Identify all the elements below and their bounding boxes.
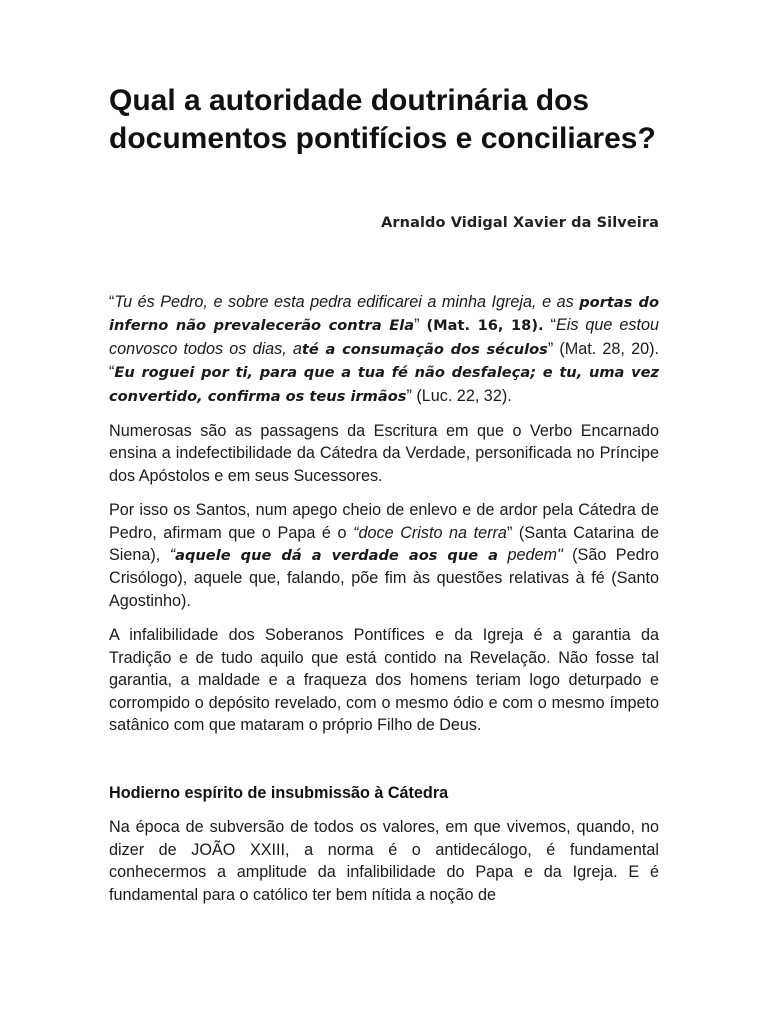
paragraph-passages: Numerosas são as passagens da Escritura em que o Verbo Encarnado ensina a indefectibilidade da Cátedra da Verdade, personificada no Príncipe dos Apóstolos e em seus Sucessores. [109,422,659,485]
quote-mark: “ [109,293,115,311]
citation: ” (Luc. 22, 32). [406,386,512,405]
quote-mark: ” [414,316,427,335]
paragraph-text: (São Pedro Crisólogo), aquele que, falando, põe fim às questões relativas à fé (Santo Agostinho). [109,546,659,610]
citation: ” (Mat. 28, 20). “ [109,339,659,382]
quote-mark: “ [169,546,176,565]
quote-text: Eis que estou convosco todos os dias, a [109,316,659,358]
quote-text: pedem" [498,546,563,565]
paragraph-subversion: Na época de subversão de todos os valores, em que vivemos, quando, no dizer de JOÃO XXIII, a norma é o antidecálogo, é fundamental conhecermos a amplitude da infalibilidade do Papa e da Igreja. E é fundamental para o católico ter bem nítida a noção de [109,818,659,904]
document-title: Qual a autoridade doutrinária dos documentos pontifícios e conciliares? [109,84,656,155]
paragraph-text: Por isso os Santos, num apego cheio de enlevo e de ardor pela Cátedra de Pedro, afirmam que o Papa é o [109,501,659,542]
document-body [109,291,659,918]
paragraph-saints [109,499,659,612]
quote-text: Tu és Pedro, e sobre esta pedra edificarei a minha Igreja, e as [114,293,580,311]
quote-emphasis: portas do inferno não prevalecerão contra Ela [109,294,660,335]
quote-emphasis: aquele que dá a verdade aos que a [175,547,499,565]
paragraph-text: ” (Santa Catarina de Siena), [109,523,659,565]
quote-text: “doce Cristo na terra [353,523,507,542]
author-name: Arnaldo Vidigal Xavier da Silveira [381,215,659,231]
quote-emphasis: Eu roguei por ti, para que a tua fé não desfaleça; e tu, uma vez convertido, confirma os teus irmãos [109,364,659,405]
paragraph-scripture-quotes [109,291,659,408]
paragraph-infallibility: A infalibilidade dos Soberanos Pontífices e da Igreja é a garantia da Tradição e de tudo aquilo que está contido na Revelação. Não fosse tal garantia, a maldade e a fraqueza dos homens teriam logo deturpado e corrompido o depósito revelado, com o mesmo ódio e com o mesmo ímpeto satânico com que mataram o próprio Filho de Deus. [109,626,659,734]
citation: (Mat. 16, 18). [426,317,544,335]
quote-mark: “ [543,316,556,335]
section-heading: Hodierno espírito de insubmissão à Cátedra [109,784,449,803]
quote-emphasis: té a consumação dos séculos [301,340,548,358]
